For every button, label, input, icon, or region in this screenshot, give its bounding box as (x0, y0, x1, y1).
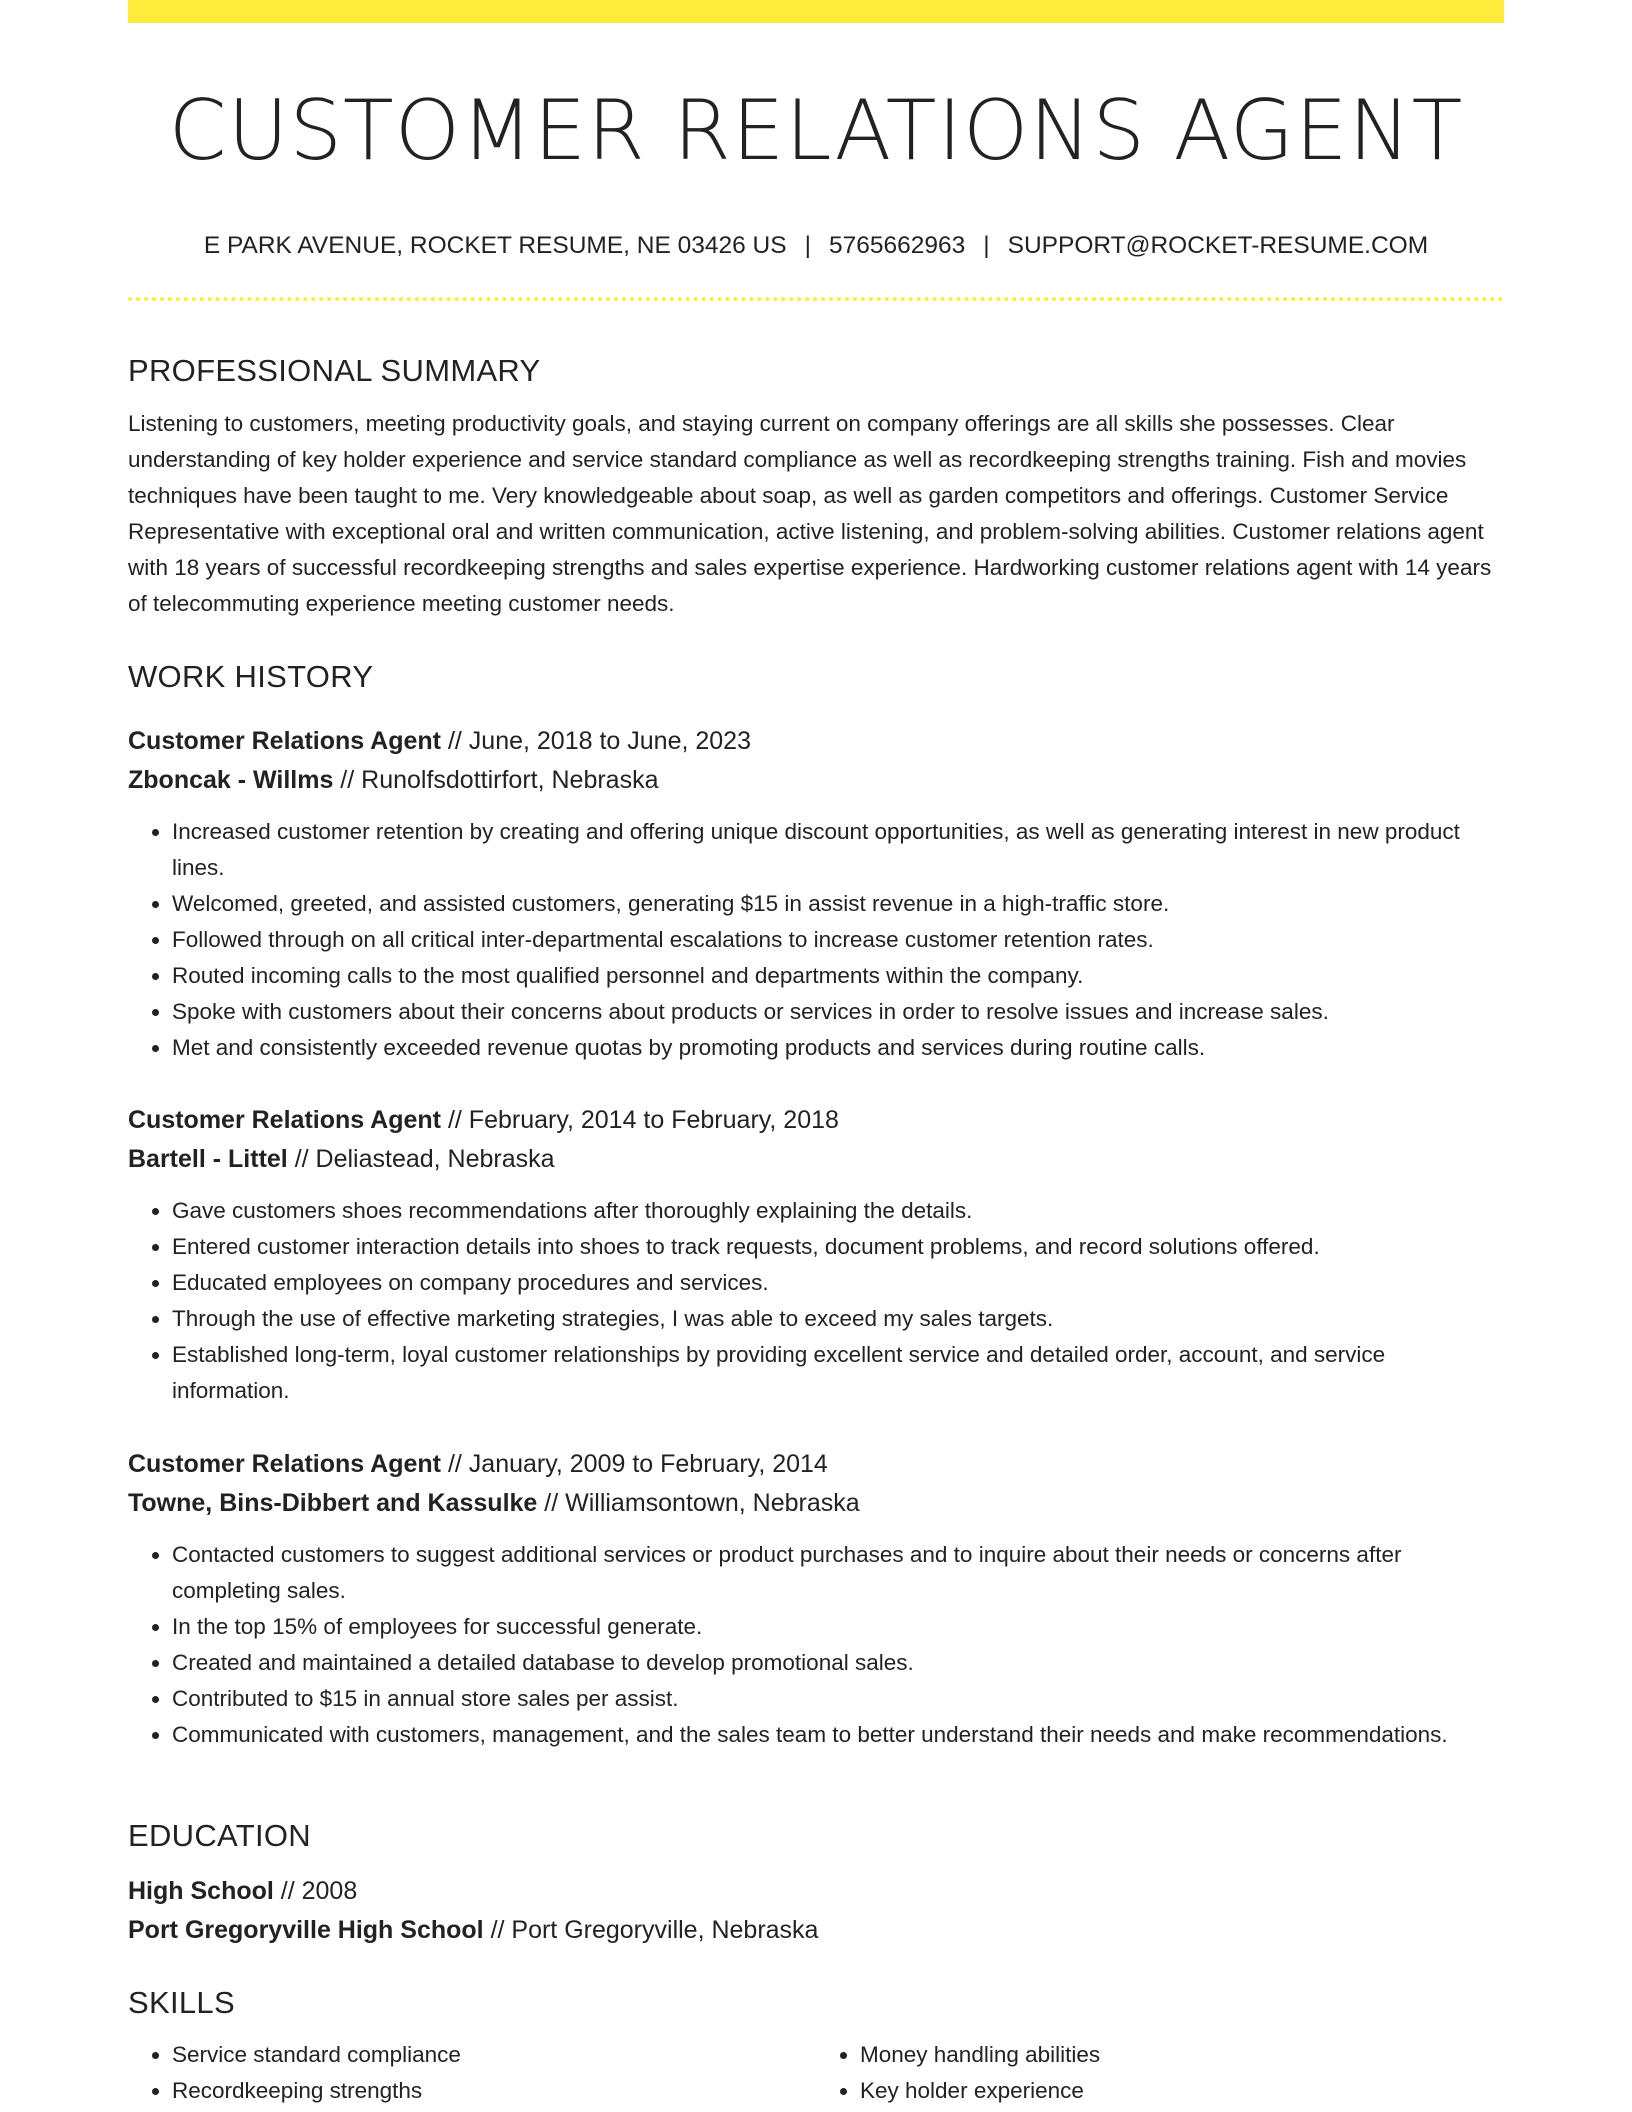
job-title: Customer Relations Agent (128, 727, 442, 755)
job-bullet: • Followed through on all critical inter-departmental escalations to increase customer retention rates. (172, 922, 1504, 958)
skill-item: • Money handling abilities (860, 2037, 1504, 2073)
job-entry (128, 1101, 1504, 1409)
contact-separator: | (983, 232, 990, 260)
job-bullet: • Contributed to $15 in annual store sales per assist. (172, 1681, 1504, 1717)
job-dates: // February, 2014 to February, 2018 (441, 1106, 839, 1134)
education-year: // 2008 (273, 1877, 358, 1905)
job-bullet: • Contacted customers to suggest additional services or product purchases and to inquire about their needs or concerns after completing sales. (172, 1537, 1504, 1609)
job-company-line (128, 1484, 1504, 1523)
skills-list-left (128, 2037, 816, 2109)
job-dates: // January, 2009 to February, 2014 (441, 1450, 828, 1478)
skills-list-right (816, 2037, 1504, 2109)
education-school: Port Gregoryville High School (128, 1916, 484, 1944)
job-location: // Williamsontown, Nebraska (537, 1489, 860, 1517)
job-bullet: • Through the use of effective marketing strategies, I was able to exceed my sales targets. (172, 1301, 1504, 1337)
job-title: Customer Relations Agent (128, 1450, 442, 1478)
job-bullets (128, 1537, 1504, 1753)
job-company: Towne, Bins-Dibbert and Kassulke (128, 1489, 538, 1517)
skill-item: • Recordkeeping strengths (172, 2073, 816, 2109)
section-heading-skills: SKILLS (128, 1985, 235, 2020)
job-bullets (128, 814, 1504, 1066)
job-company: Zboncak - Willms (128, 766, 334, 794)
skills-section (128, 1985, 1504, 2109)
skills-columns (128, 2037, 1504, 2109)
dotted-divider (128, 297, 1504, 301)
address-text: E PARK AVENUE, ROCKET RESUME, NE 03426 US (203, 232, 787, 260)
resume-title: CUSTOMER RELATIONS AGENT (168, 82, 1464, 179)
job-bullet: • Educated employees on company procedures and services. (172, 1265, 1504, 1301)
job-bullet: • Spoke with customers about their concerns about products or services in order to resolve issues and increase sales. (172, 994, 1504, 1030)
section-heading-summary: PROFESSIONAL SUMMARY (128, 353, 541, 388)
job-dates: // June, 2018 to June, 2023 (441, 727, 751, 755)
job-location: // Runolfsdottirfort, Nebraska (333, 766, 659, 794)
job-company-line (128, 761, 1504, 800)
education-degree: High School (128, 1877, 274, 1905)
job-company: Bartell - Littel (128, 1145, 288, 1173)
job-bullet: • Routed incoming calls to the most qualified personnel and departments within the company. (172, 958, 1504, 994)
job-location: // Deliastead, Nebraska (287, 1145, 555, 1173)
skill-item: • Key holder experience (860, 2073, 1504, 2109)
job-bullet: • Created and maintained a detailed database to develop promotional sales. (172, 1645, 1504, 1681)
job-bullet: • Established long-term, loyal customer relationships by providing excellent service and detailed order, account, and service information. (172, 1337, 1504, 1409)
job-title-line (128, 1101, 1504, 1140)
contact-separator: | (804, 232, 811, 260)
contact-line (128, 232, 1504, 260)
section-heading-education: EDUCATION (128, 1818, 311, 1853)
email-link[interactable]: SUPPORT@ROCKET-RESUME.COM (1007, 232, 1429, 260)
education-location: // Port Gregoryville, Nebraska (483, 1916, 819, 1944)
section-heading-work: WORK HISTORY (128, 659, 374, 694)
job-bullet: • Entered customer interaction details into shoes to track requests, document problems, and record solutions offered. (172, 1229, 1504, 1265)
skill-item: • Service standard compliance (172, 2037, 816, 2073)
job-bullets (128, 1193, 1504, 1409)
job-bullet: • Gave customers shoes recommendations after thoroughly explaining the details. (172, 1193, 1504, 1229)
job-company-line (128, 1140, 1504, 1179)
work-history-section (128, 659, 1504, 695)
phone-text: 5765662963 (828, 232, 966, 260)
job-title: Customer Relations Agent (128, 1106, 442, 1134)
job-bullet: • Welcomed, greeted, and assisted customers, generating $15 in assist revenue in a high-traffic store. (172, 886, 1504, 922)
job-title-line (128, 1445, 1504, 1484)
summary-text: Listening to customers, meeting productivity goals, and staying current on company offerings are all skills she possesses. Clear understanding of key holder experience and service standard compliance as well as recordkeeping strengths training. Fish and movies techniques have been taught to me. Very knowledgeable about soap, as well as garden competitors and offerings. Customer Service Representative with exceptional oral and written communication, active listening, and problem-solving abilities. Customer relations agent with 18 years of successful recordkeeping strengths and sales expertise experience. Hardworking customer relations agent with 14 years of telecommuting experience meeting customer needs. (128, 411, 1492, 616)
job-bullet: • In the top 15% of employees for successful generate. (172, 1609, 1504, 1645)
resume-page (128, 0, 1504, 2103)
job-bullet: • Communicated with customers, management, and the sales team to better understand their needs and make recommendations. (172, 1717, 1504, 1753)
summary-section (128, 353, 1504, 622)
job-title-line (128, 722, 1504, 761)
job-bullet: • Met and consistently exceeded revenue quotas by promoting products and services during routine calls. (172, 1030, 1504, 1066)
education-school-line (128, 1911, 1504, 1950)
job-entry (128, 1445, 1504, 1753)
job-bullet: • Increased customer retention by creating and offering unique discount opportunities, as well as generating interest in new product lines. (172, 814, 1504, 886)
accent-top-bar (128, 0, 1504, 23)
education-degree-line (128, 1872, 1504, 1911)
education-section (128, 1818, 1504, 1950)
job-entry (128, 722, 1504, 1066)
